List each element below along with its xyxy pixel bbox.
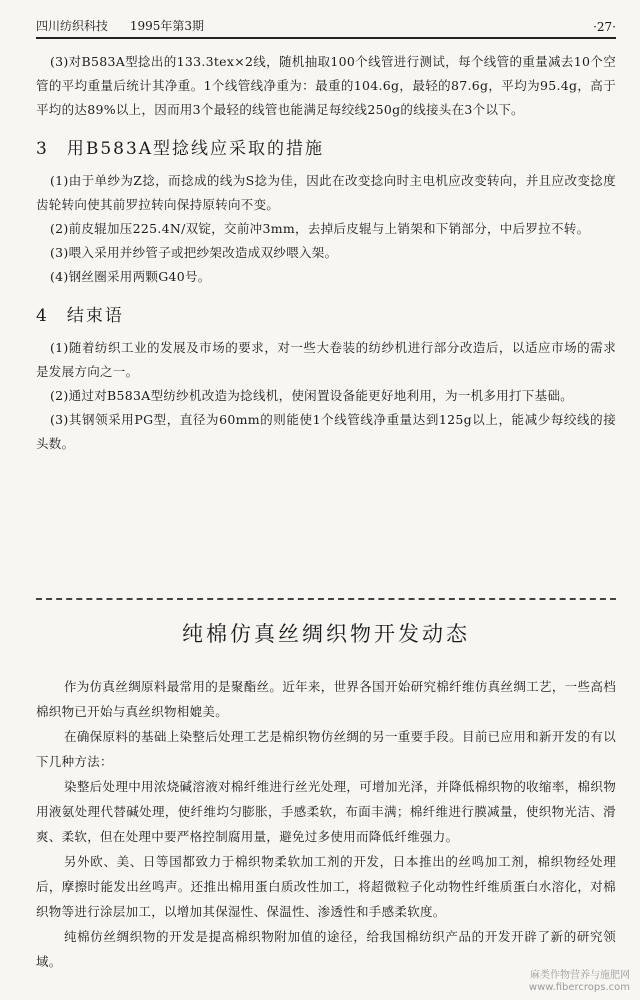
article-title: 纯棉仿真丝绸织物开发动态	[182, 622, 470, 646]
issue-label: 1995年第3期	[129, 19, 205, 33]
article-paragraph: 作为仿真丝绸原料最常用的是聚酯丝。近年来，世界各国开始研究棉纤维仿真丝绸工艺，一些高档棉织物已开始与真丝织物相媲美。	[36, 679, 616, 719]
journal-info	[36, 17, 222, 34]
section-4-heading	[36, 301, 616, 326]
section-4-item: (1)随着纺织工业的发展及市场的要求，对一些大卷装的纺纱机进行部分改造后，以适应市场的需求是发展方向之一。	[36, 340, 616, 379]
article-continuation	[36, 50, 616, 456]
watermark-url: www.fibercrops.com	[528, 982, 630, 993]
page-number: ·27·	[593, 20, 616, 34]
section-3-item: (4)钢丝圈采用两颗G40号。	[50, 269, 211, 284]
journal-name: 四川纺织科技	[36, 19, 109, 33]
section-3-title: 用B583A型捻线应采取的措施	[66, 139, 325, 159]
article-divider	[36, 598, 616, 600]
page-header	[36, 8, 616, 39]
article-paragraph: 在确保原料的基础上染整后处理工艺是棉织物仿丝绸的另一重要手段。目前已应用和新开发的有以下几种方法：	[36, 729, 616, 769]
section-3-item: (3)喂入采用并纱管子或把纱架改造成双纱喂入架。	[50, 245, 338, 260]
watermark-site-name: 麻类作物营养与施肥网	[530, 970, 630, 981]
section-3-heading	[36, 134, 616, 159]
section-4-item: (3)其钢领采用PG型，直径为60mm的则能使1个线管线净重量达到125g以上，能减少每绞线的接头数。	[36, 412, 616, 451]
section-4-item: (2)通过对B583A型纺纱机改造为捻线机，使闲置设备能更好地利用，为一机多用打下基础。	[50, 388, 573, 403]
section-3-item: (2)前皮辊加压225.4N/双锭，交前冲3mm，去掉后皮辊与上销架和下销部分，中后罗拉不转。	[50, 221, 590, 236]
article-paragraph: 另外欧、美、日等国都致力于棉织物柔软加工剂的开发，日本推出的丝鸣加工剂，棉织物经处理后，摩擦时能发出丝鸣声。还推出棉用蛋白质改性加工，将超微粒子化动物性纤维质蛋白水溶化，对棉织物等进行涂层加工，以增加其保湿性、保温性、渗透性和手感柔软度。	[36, 854, 616, 919]
news-article	[36, 618, 616, 974]
site-watermark	[529, 970, 630, 994]
article-paragraph: 染整后处理中用浓烧碱溶液对棉纤维进行丝光处理，可增加光泽，并降低棉织物的收缩率，棉织物用液氨处理代替碱处理，使纤维均匀膨胀，手感柔软，布面丰满；棉纤维进行膜减量，使织物光洁、滑爽、柔软，但在处理中要严格控制腐用量，避免过多使用而降低纤维强力。	[36, 779, 616, 844]
section-3-item: (1)由于单纱为Z捻，而捻成的线为S捻为佳，因此在改变捻向时主电机应改变转向，并且应改变捻度齿轮转向使其前罗拉转向保持原转向不变。	[36, 173, 616, 212]
section-4-number: 4	[36, 306, 49, 326]
section-4-title: 结束语	[66, 306, 124, 326]
article-paragraph: 纯棉仿丝绸织物的开发是提高棉织物附加值的途径，给我国棉纺织产品的开发开辟了新的研究领域。	[36, 929, 616, 969]
section-3-number: 3	[36, 139, 49, 159]
intro-paragraph: (3)对B583A型捻出的133.3tex×2线，随机抽取100个线管进行测试，每个线管的重量减去10个空管的平均重量后统计其净重。1个线管线净重为：最重的104.6g，最轻的87.6g，平均为95.4g，高于平均的达89%以上，因而用3个最轻的线管也能满足每绞线250g的线接头在3个以下。	[36, 54, 616, 117]
